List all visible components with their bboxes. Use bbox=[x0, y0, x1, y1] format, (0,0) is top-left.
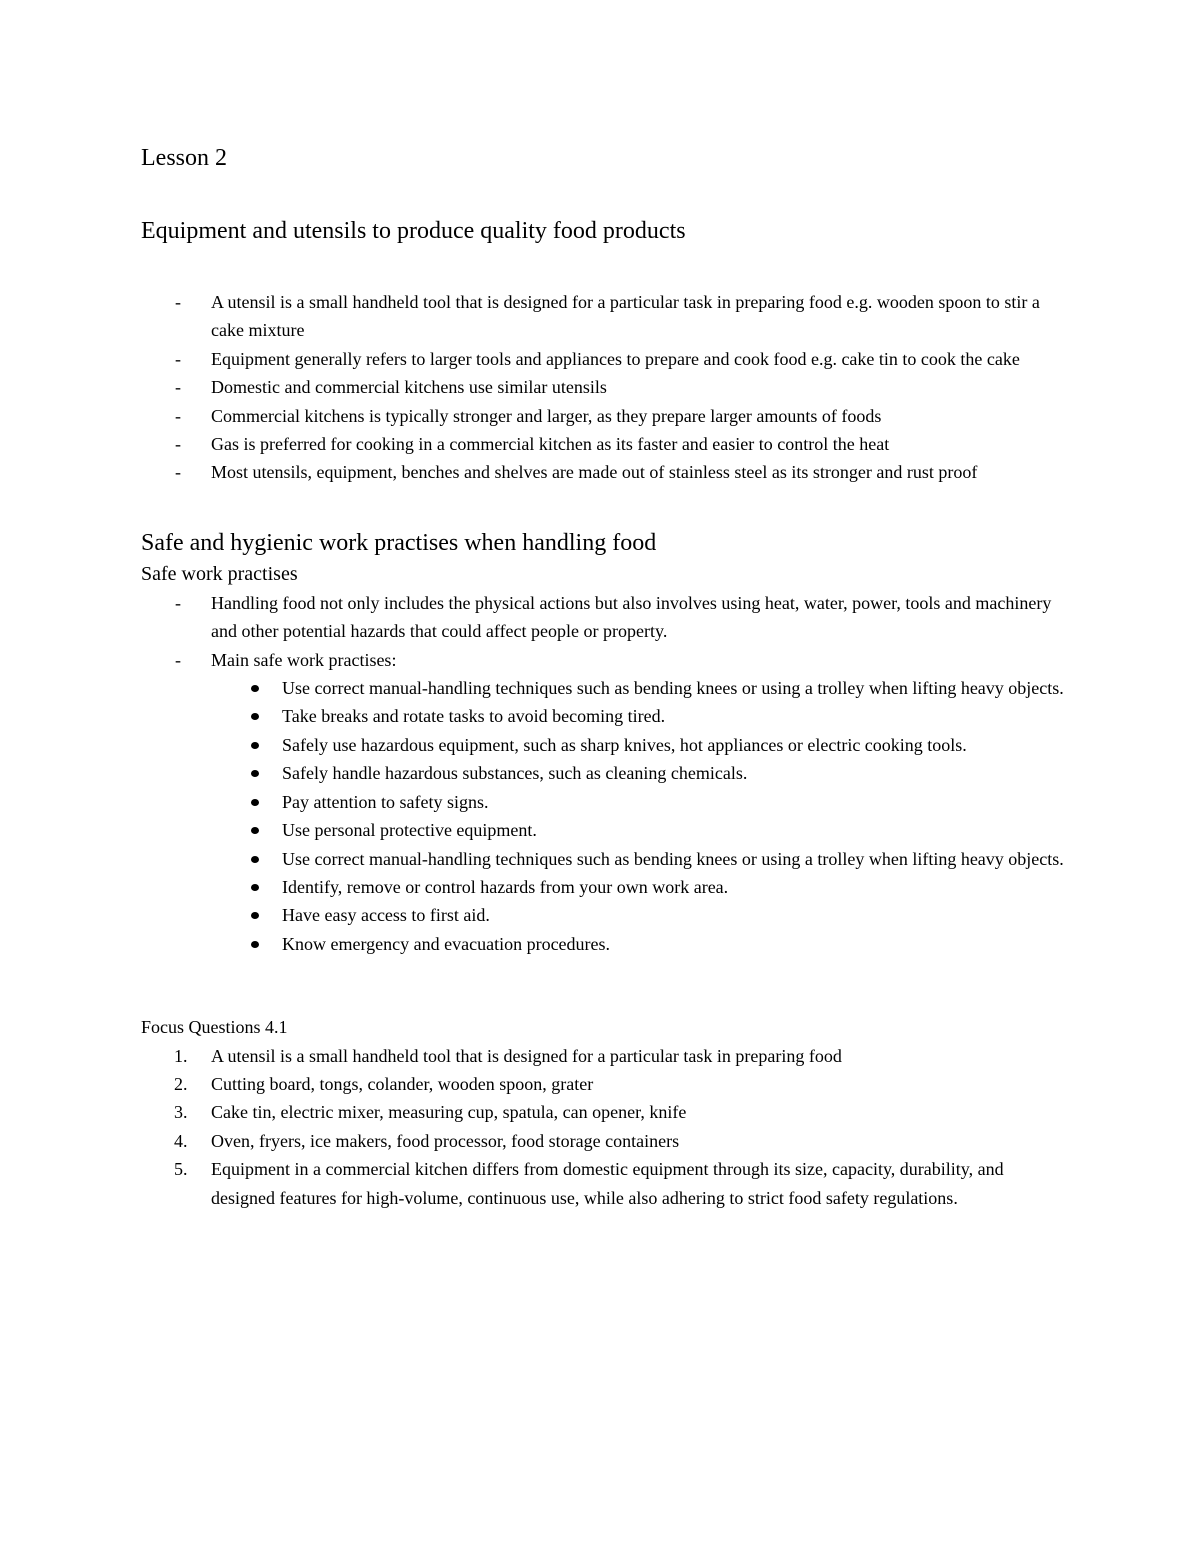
bullet-dot-icon bbox=[251, 770, 259, 777]
list-item bbox=[141, 1098, 1071, 1126]
bullet-dot-icon bbox=[251, 941, 259, 948]
list-item-text: Equipment in a commercial kitchen differs from domestic equipment through its size, capacity, durability, and designed features for high-volume, continuous use, while also adhering to strict food safety regulations. bbox=[211, 1159, 1004, 1208]
focus-questions-heading: Focus Questions 4.1 bbox=[141, 1017, 288, 1038]
bullet-dot-icon bbox=[251, 912, 259, 919]
bullet-item bbox=[141, 930, 1071, 958]
bullet-text: Know emergency and evacuation procedures. bbox=[282, 933, 611, 954]
section2-subheading: Safe work practises bbox=[141, 562, 298, 585]
list-number: 2. bbox=[174, 1073, 188, 1094]
bullet-item bbox=[141, 702, 1071, 730]
list-item-text: Domestic and commercial kitchens use similar utensils bbox=[211, 377, 607, 398]
section2-list bbox=[141, 589, 1071, 958]
bullet-text: Take breaks and rotate tasks to avoid becoming tired. bbox=[282, 706, 666, 727]
list-item bbox=[141, 1155, 1071, 1212]
focus-answers-list bbox=[141, 1042, 1071, 1212]
dash-marker: - bbox=[175, 405, 181, 426]
list-item bbox=[141, 430, 1071, 458]
lesson-title: Lesson 2 bbox=[141, 145, 227, 171]
bullet-dot-icon bbox=[251, 742, 259, 749]
bullet-dot-icon bbox=[251, 799, 259, 806]
list-number: 1. bbox=[174, 1045, 188, 1066]
bullet-text: Use correct manual-handling techniques such as bending knees or using a trolley when lifting heavy objects. bbox=[282, 678, 1064, 699]
list-item-text: Gas is preferred for cooking in a commercial kitchen as its faster and easier to control the heat bbox=[211, 434, 890, 455]
dash-marker: - bbox=[175, 649, 181, 670]
bullet-text: Safely handle hazardous substances, such as cleaning chemicals. bbox=[282, 763, 748, 784]
list-item bbox=[141, 458, 1071, 486]
list-item-text: A utensil is a small handheld tool that is designed for a particular task in preparing food bbox=[211, 1045, 842, 1066]
section1-list bbox=[141, 288, 1071, 487]
bullet-item bbox=[141, 873, 1071, 901]
list-item-text: Oven, fryers, ice makers, food processor, food storage containers bbox=[211, 1130, 680, 1151]
bullet-text: Have easy access to first aid. bbox=[282, 905, 490, 926]
bullet-dot-icon bbox=[251, 884, 259, 891]
dash-marker: - bbox=[175, 462, 181, 483]
bullet-item bbox=[141, 845, 1071, 873]
bullet-item bbox=[141, 901, 1071, 929]
list-item-text: Handling food not only includes the physical actions but also involves using heat, water, power, tools and machinery and other potential hazards that could affect people or property. bbox=[211, 592, 1052, 642]
list-item-text: Most utensils, equipment, benches and shelves are made out of stainless steel as its stronger and rust proof bbox=[211, 462, 978, 483]
dash-marker: - bbox=[175, 377, 181, 398]
bullet-text: Use personal protective equipment. bbox=[282, 820, 537, 841]
dash-marker: - bbox=[175, 434, 181, 455]
bullet-item bbox=[141, 816, 1071, 844]
bullet-item bbox=[141, 674, 1071, 702]
bullet-dot-icon bbox=[251, 713, 259, 720]
list-item-text: Equipment generally refers to larger tools and appliances to prepare and cook food e.g. cake tin to cook the cake bbox=[211, 348, 1020, 369]
list-item bbox=[141, 646, 1071, 958]
list-item-text: Main safe work practises: bbox=[211, 649, 397, 670]
safe-practises-list bbox=[211, 674, 1071, 958]
bullet-text: Use correct manual-handling techniques such as bending knees or using a trolley when lifting heavy objects. bbox=[282, 848, 1064, 869]
list-number: 3. bbox=[174, 1102, 188, 1123]
bullet-item bbox=[141, 759, 1071, 787]
bullet-item bbox=[141, 788, 1071, 816]
list-item bbox=[141, 288, 1071, 345]
dash-marker: - bbox=[175, 292, 181, 312]
dash-marker: - bbox=[175, 348, 181, 369]
document-page bbox=[141, 142, 1071, 1212]
bullet-text: Pay attention to safety signs. bbox=[282, 791, 489, 812]
dash-marker: - bbox=[175, 592, 181, 613]
bullet-dot-icon bbox=[251, 856, 259, 863]
bullet-dot-icon bbox=[251, 685, 259, 692]
bullet-text: Identify, remove or control hazards from your own work area. bbox=[282, 876, 729, 897]
section2-heading: Safe and hygienic work practises when handling food bbox=[141, 529, 657, 556]
list-item bbox=[141, 1070, 1071, 1098]
list-item-text: A utensil is a small handheld tool that is designed for a particular task in preparing food e.g. wooden spoon to stir a cake mixture bbox=[211, 292, 1040, 341]
list-item-text: Cake tin, electric mixer, measuring cup, spatula, can opener, knife bbox=[211, 1102, 687, 1123]
bullet-text: Safely use hazardous equipment, such as sharp knives, hot appliances or electric cooking tools. bbox=[282, 734, 967, 755]
bullet-dot-icon bbox=[251, 827, 259, 834]
section1-heading: Equipment and utensils to produce quality food products bbox=[141, 218, 686, 244]
list-item-text: Cutting board, tongs, colander, wooden spoon, grater bbox=[211, 1073, 594, 1094]
list-item bbox=[141, 1042, 1071, 1070]
list-item bbox=[141, 1127, 1071, 1155]
list-number: 5. bbox=[174, 1159, 188, 1180]
bullet-item bbox=[141, 731, 1071, 759]
list-item bbox=[141, 589, 1071, 646]
list-number: 4. bbox=[174, 1130, 188, 1151]
list-item bbox=[141, 345, 1071, 373]
list-item-text: Commercial kitchens is typically stronger and larger, as they prepare larger amounts of foods bbox=[211, 405, 882, 426]
list-item bbox=[141, 402, 1071, 430]
list-item bbox=[141, 373, 1071, 401]
